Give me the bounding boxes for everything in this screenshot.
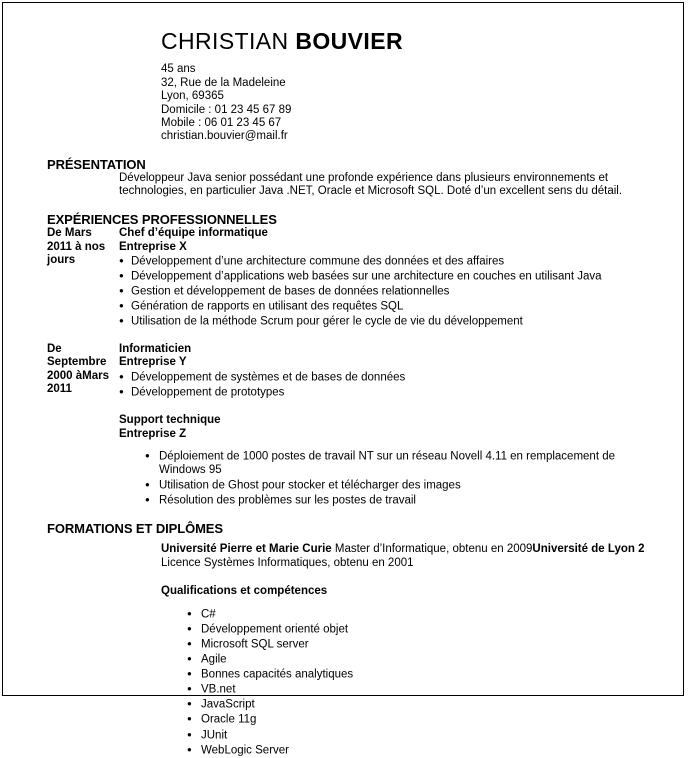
list-item: ● Développement orienté objet xyxy=(187,622,683,637)
presentation-text: Développeur Java senior possédant une profonde expérience dans plusieurs environnements et technologies, en particulier Java .NET, Oracle et Microsoft SQL. Doté d’un excellent sens du détail. xyxy=(119,171,623,198)
list-item: ● Génération de rapports en utilisant des requêtes SQL xyxy=(119,299,645,314)
experience-role: Chef d’équipe informatique xyxy=(119,226,268,239)
experience-dates: De Septembre 2000 àMars 2011 xyxy=(47,342,110,396)
experience-dates: De Mars 2011 à nos jours xyxy=(47,226,106,267)
resume-page xyxy=(2,2,684,757)
list-item: ● JUnit xyxy=(187,728,683,743)
education-school: Université de Lyon 2 xyxy=(532,543,645,556)
section-title-experience: EXPÉRIENCES PROFESSIONNELLES xyxy=(47,211,277,227)
experience-bullet-list xyxy=(119,254,645,329)
section-title-presentation: PRÉSENTATION xyxy=(47,156,146,172)
contact-age: 45 ans xyxy=(161,63,196,76)
contact-block xyxy=(161,63,683,143)
list-item: ● Déploiement de 1000 postes de travail NT sur un réseau Novell 4.11 en remplacement de Windows 95 xyxy=(145,449,645,478)
contact-mobile-phone: Mobile : 06 01 23 45 67 xyxy=(161,116,282,129)
contact-street: 32, Rue de la Madeleine xyxy=(161,76,286,89)
presentation-row xyxy=(3,172,683,199)
candidate-name xyxy=(161,29,683,54)
experience-bullet-list xyxy=(119,370,645,400)
list-item: ● WebLogic Server xyxy=(187,743,683,758)
secondary-bullet-list xyxy=(119,449,645,508)
experience-company: Entreprise X xyxy=(119,240,187,253)
list-item: ● Développement de systèmes et de bases de données xyxy=(119,370,645,385)
list-item: ● Développement d’une architecture commune des données et des affaires xyxy=(119,254,645,269)
education-degree: Master d’Informatique, obtenu en 2009 xyxy=(331,543,533,556)
skills-list xyxy=(161,607,683,758)
secondary-company: Entreprise Z xyxy=(119,427,187,440)
list-item: ● Microsoft SQL server xyxy=(187,637,683,652)
experience-company: Entreprise Y xyxy=(119,356,187,369)
list-item: ● Gestion et développement de bases de données relationnelles xyxy=(119,284,645,299)
education-degree: Licence Systèmes Informatiques, obtenu en 2001 xyxy=(161,556,414,569)
list-item: ● Développement de prototypes xyxy=(119,385,645,400)
experience-entry xyxy=(3,227,683,330)
list-item: ● Développement d’applications web basées sur une architecture en couches en utilisant Java xyxy=(119,269,645,284)
list-item: ● Utilisation de Ghost pour stocker et télécharger des images xyxy=(145,478,645,493)
qualifications-title: Qualifications et compétences xyxy=(161,585,328,598)
last-name: BOUVIER xyxy=(295,28,403,54)
resume-header xyxy=(3,3,683,144)
list-item: ● Bonnes capacités analytiques xyxy=(187,667,683,682)
secondary-role-block xyxy=(119,414,645,508)
first-name: CHRISTIAN xyxy=(161,28,289,54)
experience-role: Informaticien xyxy=(119,342,192,355)
list-item: ● VB.net xyxy=(187,682,683,697)
list-item: ● Agile xyxy=(187,652,683,667)
list-item: ● Utilisation de la méthode Scrum pour gérer le cycle de vie du développement xyxy=(119,314,645,329)
contact-email: christian.bouvier@mail.fr xyxy=(161,130,288,143)
list-item: ● Résolution des problèmes sur les postes de travail xyxy=(145,493,645,508)
list-item: ● C# xyxy=(187,607,683,622)
education-school: Université Pierre et Marie Curie xyxy=(161,543,332,556)
contact-home-phone: Domicile : 01 23 45 67 89 xyxy=(161,103,292,116)
experience-details xyxy=(119,343,683,508)
contact-city: Lyon, 69365 xyxy=(161,90,224,103)
list-item: ● Oracle 11g xyxy=(187,712,683,727)
experience-details xyxy=(119,227,683,330)
section-title-education: FORMATIONS ET DIPLÔMES xyxy=(47,521,223,537)
list-item: ● JavaScript xyxy=(187,697,683,712)
experience-entry xyxy=(3,343,683,508)
education-entries xyxy=(161,543,683,570)
secondary-role: Support technique xyxy=(119,413,221,426)
